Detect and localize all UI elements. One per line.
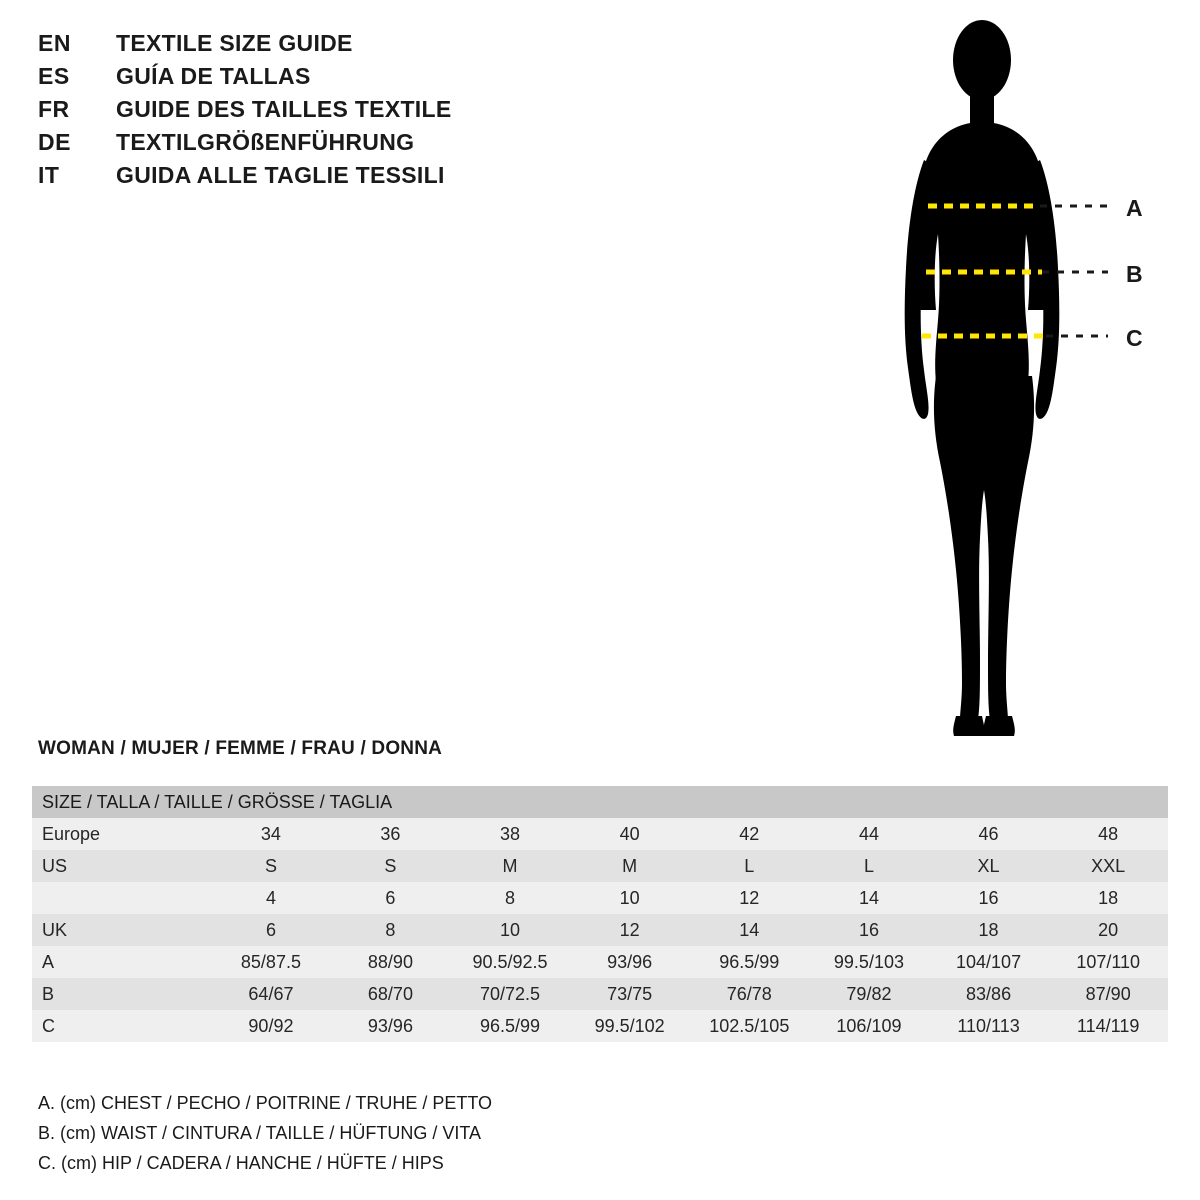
row-label: C xyxy=(42,1015,55,1036)
legend-item-chest: A. (cm) CHEST / PECHO / POITRINE / TRUHE / PETTO xyxy=(38,1093,493,1113)
table-cell: L xyxy=(863,855,874,876)
table-cell: 16 xyxy=(858,919,879,940)
language-title: TEXTILE SIZE GUIDE xyxy=(116,30,353,56)
language-code: IT xyxy=(38,162,60,188)
row-label: US xyxy=(42,855,68,876)
table-cell: 44 xyxy=(858,823,879,844)
section-caption: WOMAN / MUJER / FEMME / FRAU / DONNA xyxy=(38,738,443,759)
table-cell: 18 xyxy=(1098,887,1119,908)
table-cell: 10 xyxy=(499,919,520,940)
table-cell: S xyxy=(264,855,277,876)
row-label xyxy=(32,882,211,914)
table-cell: 106/109 xyxy=(836,1015,902,1036)
language-row xyxy=(38,30,558,63)
table-row xyxy=(32,850,1168,882)
table-cell: 99.5/103 xyxy=(833,951,904,972)
table-cell: XXL xyxy=(1091,855,1126,876)
table-row xyxy=(32,914,1168,946)
table-cell: 90/92 xyxy=(248,1015,294,1036)
table-cell: 93/96 xyxy=(607,951,653,972)
table-cell: 42 xyxy=(739,823,760,844)
row-label: A xyxy=(42,951,55,972)
table-cell: 76/78 xyxy=(726,983,772,1004)
table-cell: 85/87.5 xyxy=(240,951,301,972)
table-cell: XL xyxy=(977,855,1000,876)
table-cell: 4 xyxy=(265,887,276,908)
table-cell: 18 xyxy=(978,919,999,940)
table-cell: 16 xyxy=(978,887,999,908)
table-row xyxy=(32,1010,1168,1042)
language-title: GUIDE DES TAILLES TEXTILE xyxy=(116,96,452,122)
table-cell: 88/90 xyxy=(367,951,413,972)
table-cell: 48 xyxy=(1098,823,1119,844)
legend-item-waist: B. (cm) WAIST / CINTURA / TAILLE / HÜFTUNG / VITA xyxy=(38,1123,482,1143)
table-cell: 114/119 xyxy=(1076,1015,1140,1036)
table-cell: 6 xyxy=(385,887,396,908)
table-cell: 107/110 xyxy=(1076,951,1141,972)
language-row xyxy=(38,96,558,129)
table-cell: M xyxy=(622,855,638,876)
table-cell: 40 xyxy=(619,823,640,844)
table-cell: 12 xyxy=(739,887,760,908)
measurement-legend xyxy=(38,1088,838,1178)
measure-label-c: C xyxy=(1126,325,1143,351)
table-row xyxy=(32,978,1168,1010)
table-cell: 90.5/92.5 xyxy=(472,951,548,972)
table-cell: 10 xyxy=(619,887,640,908)
language-title: GUÍA DE TALLAS xyxy=(116,63,311,89)
table-cell: L xyxy=(744,855,755,876)
table-cell: 34 xyxy=(260,823,281,844)
table-cell: 68/70 xyxy=(367,983,413,1004)
language-code: FR xyxy=(38,96,70,122)
row-label: B xyxy=(42,983,55,1004)
table-cell: 99.5/102 xyxy=(594,1015,665,1036)
language-code: EN xyxy=(38,30,71,56)
table-cell: 102.5/105 xyxy=(709,1015,790,1036)
table-header-row xyxy=(32,786,1168,818)
table-cell: 73/75 xyxy=(607,983,653,1004)
row-label: Europe xyxy=(42,823,101,844)
measure-label-a: A xyxy=(1126,195,1143,221)
table-cell: 14 xyxy=(739,919,760,940)
table-cell: 38 xyxy=(499,823,520,844)
body-measurement-figure xyxy=(860,10,1190,750)
table-cell: 70/72.5 xyxy=(479,983,541,1004)
size-table xyxy=(32,786,1168,1042)
table-cell: 36 xyxy=(380,823,401,844)
legend-item-hip: C. (cm) HIP / CADERA / HANCHE / HÜFTE / HIPS xyxy=(38,1153,444,1173)
table-cell: 104/107 xyxy=(956,951,1022,972)
language-title-list xyxy=(38,30,558,195)
table-cell: 64/67 xyxy=(248,983,294,1004)
table-cell: 110/113 xyxy=(957,1015,1020,1036)
language-code: DE xyxy=(38,129,71,155)
table-cell: 12 xyxy=(619,919,640,940)
table-cell: 83/86 xyxy=(966,983,1012,1004)
table-header-label: SIZE / TALLA / TAILLE / GRÖSSE / TAGLIA xyxy=(32,786,1168,818)
table-cell: 96.5/99 xyxy=(479,1015,541,1036)
language-row xyxy=(38,129,558,162)
language-title: GUIDA ALLE TAGLIE TESSILI xyxy=(116,162,445,188)
table-cell: 87/90 xyxy=(1085,983,1131,1004)
table-cell: 6 xyxy=(265,919,276,940)
table-cell: 8 xyxy=(385,919,396,940)
row-label: UK xyxy=(42,919,68,940)
language-code: ES xyxy=(38,63,70,89)
table-cell: 20 xyxy=(1098,919,1119,940)
language-title: TEXTILGRÖßENFÜHRUNG xyxy=(116,129,415,155)
table-row xyxy=(32,882,1168,914)
table-cell: 46 xyxy=(978,823,999,844)
table-cell: S xyxy=(384,855,397,876)
language-row xyxy=(38,63,558,96)
language-row xyxy=(38,162,558,195)
table-cell: 93/96 xyxy=(367,1015,413,1036)
table-cell: 14 xyxy=(858,887,879,908)
female-silhouette-icon xyxy=(860,10,1190,750)
table-cell: 8 xyxy=(504,887,515,908)
table-cell: 96.5/99 xyxy=(719,951,780,972)
measure-label-b: B xyxy=(1126,261,1143,287)
table-row xyxy=(32,946,1168,978)
table-cell: 79/82 xyxy=(846,983,892,1004)
table-row xyxy=(32,818,1168,850)
table-cell: M xyxy=(502,855,518,876)
